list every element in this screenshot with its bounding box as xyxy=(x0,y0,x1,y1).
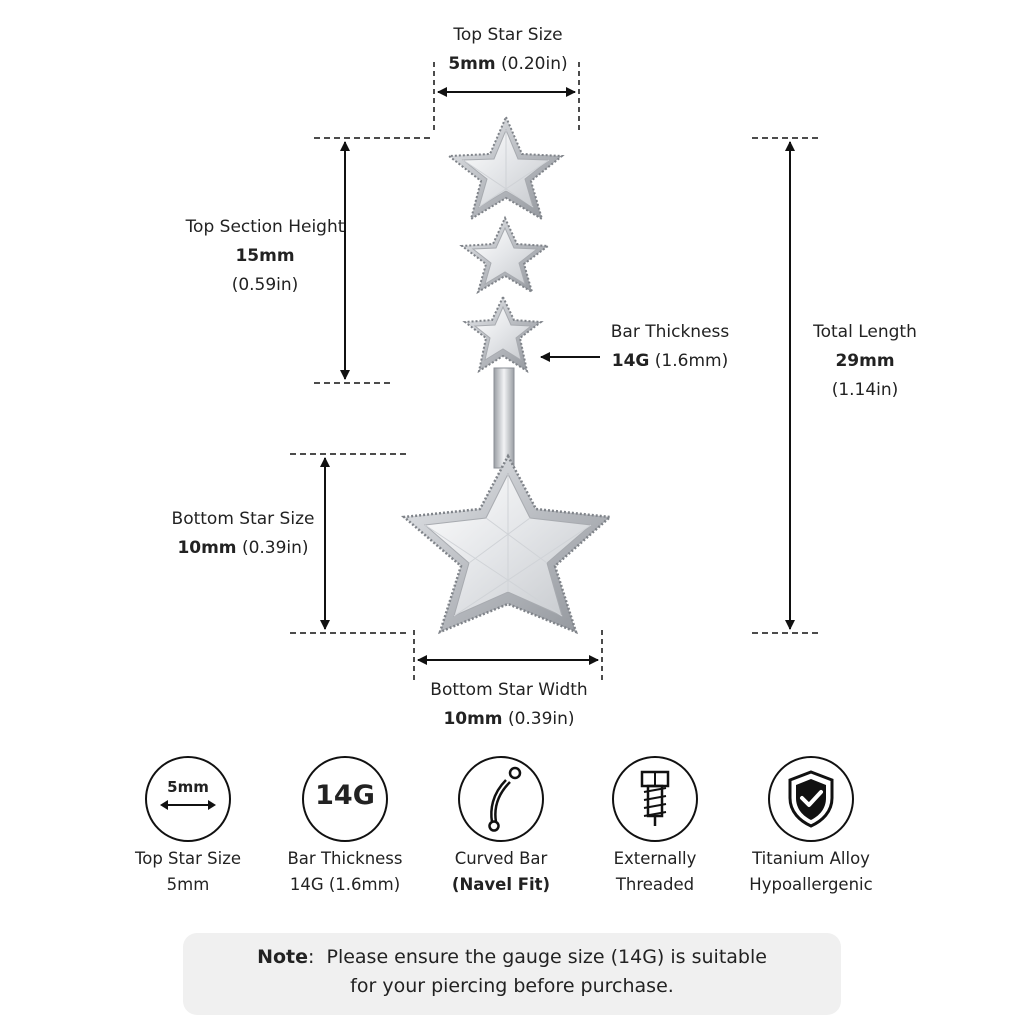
top-star-size-inch: (0.20in) xyxy=(501,54,568,74)
curved-bar-icon xyxy=(458,756,544,842)
bottom-star-size-title: Bottom Star Size xyxy=(171,509,315,529)
bottom-star-size-inch: (0.39in) xyxy=(241,538,309,558)
top-section-height-mm: 15mm xyxy=(235,246,295,266)
screw-icon xyxy=(612,756,698,842)
feature-titanium-line2: Hypoallergenic xyxy=(749,875,873,894)
bottom-star-width-title: Bottom Star Width xyxy=(430,680,588,700)
total-length-label xyxy=(790,318,940,405)
feature-curved-bar xyxy=(421,846,581,898)
top-star-size-title: Top Star Size xyxy=(453,25,563,45)
bottom-star-size-label xyxy=(143,505,343,563)
feature-titanium xyxy=(731,846,891,898)
gauge-14g-icon-text: 14G xyxy=(315,780,375,811)
feature-curved-bar-line2: (Navel Fit) xyxy=(451,875,551,894)
feature-bar-thickness xyxy=(265,846,425,898)
feature-top-star-size-line2: 5mm xyxy=(166,875,210,894)
top-star-small xyxy=(465,297,541,371)
purchase-note: Note: Please ensure the gauge size (14G) is suitable for your piercing before purchase. xyxy=(183,933,841,1015)
bottom-star-size-mm: 10mm xyxy=(177,538,237,558)
feature-top-star-size xyxy=(108,846,268,898)
feature-threaded xyxy=(575,846,735,898)
measure-5mm-icon-text: 5mm xyxy=(167,778,209,796)
bar-thickness-label xyxy=(580,318,760,376)
feature-top-star-size-line1: Top Star Size xyxy=(134,849,242,868)
feature-threaded-line1: Externally xyxy=(613,849,697,868)
bottom-star-width-inch: (0.39in) xyxy=(507,709,575,729)
bottom-star-width-mm: 10mm xyxy=(443,709,503,729)
bar-thickness-title: Bar Thickness xyxy=(610,322,730,342)
top-star-size-label xyxy=(408,21,608,79)
feature-bar-thickness-line1: Bar Thickness xyxy=(287,849,403,868)
curved-bar xyxy=(494,368,514,468)
bar-thickness-mm: (1.6mm) xyxy=(654,351,729,371)
gauge-14g-icon xyxy=(302,756,388,842)
note-line2: for your piercing before purchase. xyxy=(350,975,674,997)
top-section-height-title: Top Section Height xyxy=(185,217,345,237)
note-label: Note xyxy=(257,946,308,968)
measure-5mm-icon xyxy=(145,756,231,842)
feature-titanium-line1: Titanium Alloy xyxy=(752,849,870,868)
feature-curved-bar-line1: Curved Bar xyxy=(454,849,548,868)
feature-bar-thickness-line2: 14G (1.6mm) xyxy=(289,875,401,894)
note-line1: Please ensure the gauge size (14G) is suitable xyxy=(326,946,767,968)
top-star-medium xyxy=(462,218,548,292)
bar-thickness-gauge: 14G xyxy=(611,351,650,371)
bottom-star-width-label xyxy=(409,676,609,734)
shield-check-icon xyxy=(768,756,854,842)
top-star-size-mm: 5mm xyxy=(448,54,496,74)
top-section-height-inch: (0.59in) xyxy=(231,275,299,295)
feature-threaded-line2: Threaded xyxy=(615,875,695,894)
top-star-large xyxy=(449,117,562,219)
total-length-mm: 29mm xyxy=(835,351,895,371)
top-section-height-label xyxy=(150,213,380,300)
total-length-title: Total Length xyxy=(813,322,917,342)
bottom-star xyxy=(404,456,610,632)
total-length-inch: (1.14in) xyxy=(831,380,899,400)
